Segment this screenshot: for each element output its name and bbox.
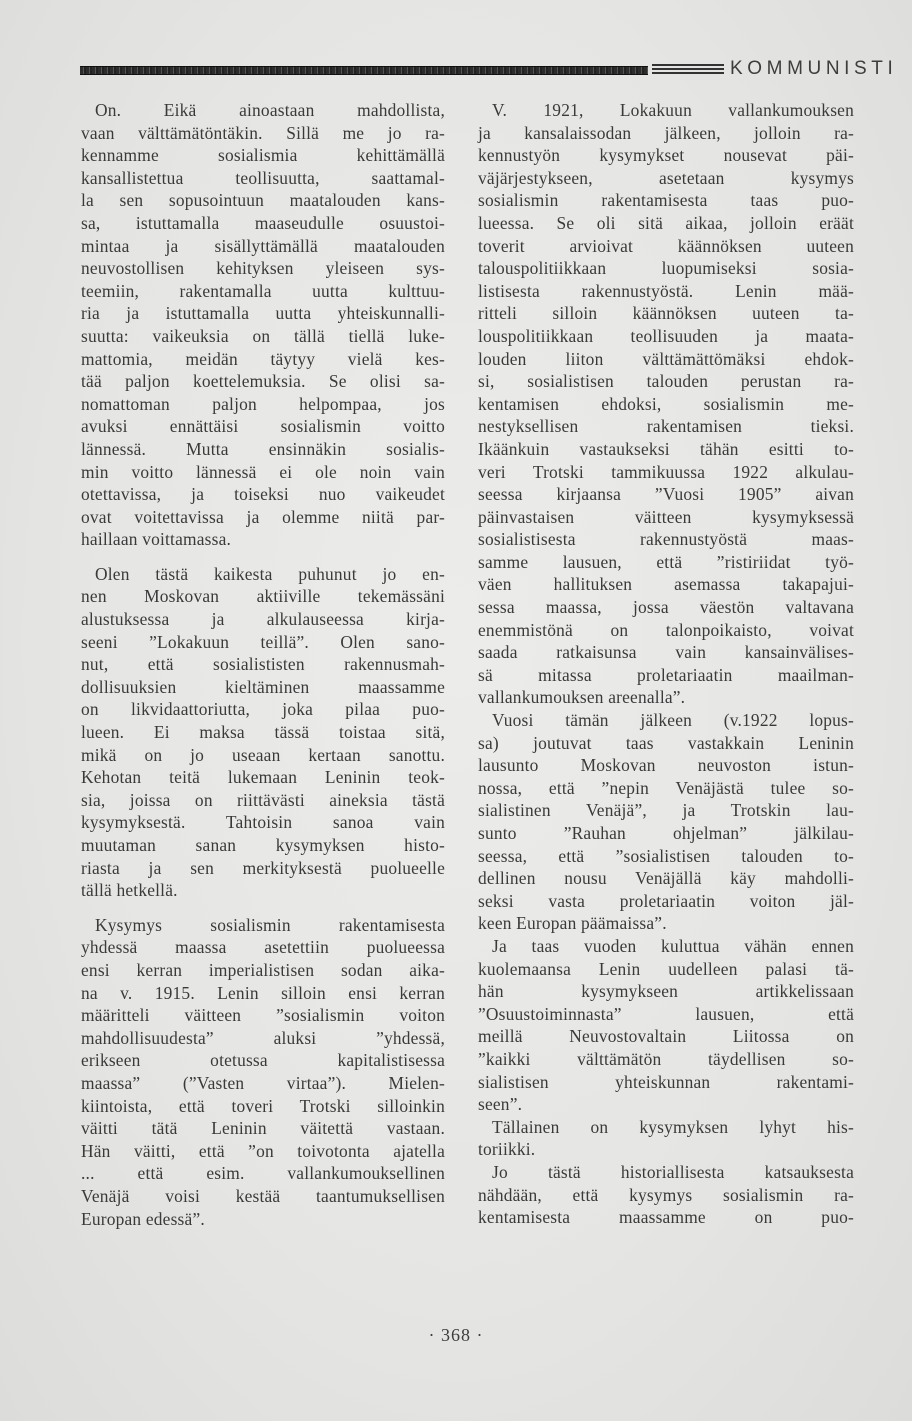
- page-number: · 368 ·: [428, 1325, 484, 1345]
- text-line: Kysymys sosialismin rakentamisesta: [95, 914, 445, 935]
- text-line: toriikki.: [478, 1139, 536, 1160]
- text-line: avuksi ennättäisi sosialismin voitto: [81, 416, 445, 437]
- text-line: neuvostollisen kehityksen yleiseen sys-: [81, 258, 445, 279]
- text-line: seessa kirjaansa ”Vuosi 1905” aivan: [478, 484, 854, 505]
- header-rule: [80, 66, 648, 75]
- text-line: riasta ja sen merkityksestä puolueelle: [81, 857, 445, 878]
- page-header: [80, 58, 898, 84]
- text-line: Ikäänkuin vastaukseksi tähän esitti to-: [478, 438, 854, 459]
- right-text-column: [478, 99, 854, 1229]
- text-line: seeni ”Lokakuun teillä”. Olen sano-: [81, 631, 445, 652]
- text-line: Kehotan teitä lukemaan Leninin teok-: [81, 767, 445, 788]
- text-line: päinvastaisen väitteen kysymyksessä: [478, 506, 854, 527]
- text-line: ria ja istuttamalla uutta yhteiskunnalli-: [81, 303, 445, 324]
- text-line: maassa” (”Vasten virtaa”). Mielen-: [81, 1072, 445, 1093]
- text-line: nossa, että ”nepin Venäjästä tulee so-: [478, 777, 854, 798]
- text-line: sosialismin rakentamisesta taas puo-: [478, 190, 854, 211]
- text-line: tää paljon koettelemuksia. Se olisi sa-: [81, 371, 445, 392]
- text-line: otettavissa, ja toiseksi nuo vaikeudet: [81, 484, 445, 505]
- text-line: saada ratkaisunsa vain kansainvälises-: [478, 642, 854, 663]
- text-line: Hän väitti, että ”on toivotonta ajatella: [81, 1140, 445, 1161]
- text-line: ”Osuustoiminnasta” lausuen, että: [478, 1003, 854, 1024]
- text-line: on likvidaattoriutta, joka pilaa puo-: [81, 699, 445, 720]
- text-line: sialistinen Venäjä”, ja Trotskin lau-: [478, 800, 854, 821]
- text-line: louden liiton välttämättömäksi ehdok-: [478, 348, 854, 369]
- text-line: määritteli väitteen ”sosialismin voiton: [81, 1005, 445, 1026]
- text-line: mintaa ja sisällyttämällä maatalouden: [81, 235, 445, 256]
- text-line: dellinen nousu Venäjällä käy mahdolli-: [478, 868, 854, 889]
- text-line: meillä Neuvostovaltain Liitossa on: [478, 1026, 854, 1047]
- text-line: talouspolitiikkaan luopumiseksi sosia-: [478, 258, 854, 279]
- text-line: seksi vasta proletariaatin voiton jäl-: [478, 890, 854, 911]
- text-line: kysymyksestä. Tahtoisin sanoa vain: [81, 812, 445, 833]
- text-line: vaan välttämätöntäkin. Sillä me jo ra-: [81, 122, 445, 143]
- text-line: sa) joutuvat taas vastakkain Leninin: [478, 732, 854, 753]
- text-line: sialistisen yhteiskunnan rakentami-: [478, 1071, 854, 1092]
- text-line: nestyksellisen rakentamisen tieksi.: [478, 416, 854, 437]
- text-line: nen Moskovan aktiiville tekemässäni: [81, 586, 445, 607]
- text-line: lausunto Moskovan neuvoston istun-: [478, 755, 854, 776]
- text-line: nut, että sosialististen rakennusmah-: [81, 654, 445, 675]
- text-line: teemiin, rakentamalla uutta kulttuu-: [81, 280, 445, 301]
- text-line: keen Europan päämaissa”.: [478, 913, 667, 934]
- paragraph-gap: [81, 902, 445, 914]
- text-line: nomattoman paljon helpompaa, jos: [81, 393, 445, 414]
- text-line: sessa maassa, jossa väestön valtavana: [478, 597, 854, 618]
- header-rule-mark: [652, 64, 724, 74]
- text-line: lännessä. Mutta ensinnäkin sosialis-: [81, 438, 445, 459]
- text-line: vallankumouksen areenalla”.: [478, 687, 686, 708]
- text-line: lueen. Ei maksa tässä toistaa sitä,: [81, 722, 445, 743]
- text-line: mikä on jo useaan kertaan sanottu.: [81, 744, 445, 765]
- text-line: ja kansalaissodan jälkeen, jolloin ra-: [478, 122, 854, 143]
- text-line: Ja taas vuoden kuluttua vähän ennen: [492, 935, 854, 956]
- text-line: sunto ”Rauhan ohjelman” jälkilau-: [478, 823, 854, 843]
- paragraph-gap: [81, 551, 445, 563]
- text-line: kentamisen ehdoksi, sosialismin me-: [478, 393, 854, 414]
- text-line: Vuosi tämän jälkeen (v.1922 lopus-: [492, 710, 854, 731]
- text-line: kennustyön kysymykset nousevat päi-: [478, 145, 854, 166]
- text-line: toverit arvioivat käännöksen uuteen: [478, 235, 854, 256]
- text-line: hän kysymykseen artikkelissaan: [478, 981, 854, 1002]
- text-line: Venäjä voisi kestää taantumuksellisen: [81, 1185, 445, 1206]
- text-line: suutta: vaikeuksia on tällä tiellä luke-: [81, 325, 445, 346]
- text-line: Jo tästä historiallisesta katsauksesta: [492, 1161, 854, 1182]
- text-line: V. 1921, Lokakuun vallankumouksen: [492, 100, 854, 120]
- text-line: ensi kerran imperialistisen sodan aika-: [81, 959, 445, 980]
- text-line: kentamisesta maassamme on puo-: [478, 1207, 854, 1228]
- text-line: lueessa. Se oli sitä aikaa, jolloin eräät: [478, 212, 854, 233]
- text-line: tällä hetkellä.: [81, 880, 178, 901]
- text-line: seen”.: [478, 1094, 523, 1115]
- text-line: ”kaikki välttämätön täydellisen so-: [478, 1048, 854, 1069]
- text-line: sa, istuttamalla maaseudulle osuustoi-: [81, 212, 445, 233]
- text-line: na v. 1915. Lenin silloin ensi kerran: [81, 982, 445, 1003]
- text-line: mahdollisuudesta” aluksi ”yhdessä,: [81, 1027, 445, 1048]
- text-line: sia, joissa on riittävästi aineksia tästä: [81, 789, 445, 810]
- text-line: nähdään, että kysymys sosialismin ra-: [478, 1184, 854, 1205]
- text-line: yhdessä maassa asetettiin puolueessa: [81, 937, 445, 958]
- text-line: listisesta rakennustyöstä. Lenin mää-: [478, 280, 854, 301]
- text-line: kuolemaansa Lenin uudelleen palasi tä-: [478, 958, 854, 979]
- text-line: ... että esim. vallankumouksellinen: [81, 1163, 445, 1184]
- text-line: väjärjestykseen, asetetaan kysymys: [478, 167, 854, 188]
- text-line: sä mitassa proletariaatin maailman-: [478, 664, 854, 685]
- text-line: Europan edessä”.: [81, 1208, 205, 1229]
- running-title: KOMMUNISTI: [730, 58, 898, 79]
- text-line: mattomia, meidän täytyy vielä kes-: [81, 348, 445, 369]
- text-line: haillaan voittamassa.: [81, 529, 232, 550]
- text-line: sosialistisesta rakennustyöstä maas-: [478, 529, 854, 550]
- text-line: muutaman sanan kysymyksen histo-: [81, 835, 445, 855]
- text-line: väen hallituksen asemassa takapajui-: [478, 574, 854, 595]
- text-line: la sen sopusointuun maatalouden kans-: [81, 190, 445, 211]
- text-line: erikseen otetussa kapitalistisessa: [81, 1050, 445, 1071]
- text-line: kennamme sosialismia kehittämällä: [81, 145, 445, 166]
- text-line: seessa, että ”sosialistisen talouden to-: [478, 845, 854, 866]
- left-text-column: [81, 99, 445, 1230]
- text-line: Olen tästä kaikesta puhunut jo en-: [95, 563, 445, 584]
- text-line: ritteli silloin käännöksen uuteen ta-: [478, 303, 854, 324]
- text-line: väitti tätä Leninin väitettä vastaan.: [81, 1118, 445, 1139]
- text-line: On. Eikä ainoastaan mahdollista,: [95, 100, 445, 120]
- text-line: kiintoista, että toveri Trotski silloinkin: [81, 1095, 445, 1116]
- text-line: alustuksessa ja alkulauseessa kirja-: [81, 609, 445, 630]
- text-line: samme lausuen, että ”ristiriidat työ-: [478, 551, 854, 572]
- text-line: veri Trotski tammikuussa 1922 alkulau-: [478, 461, 854, 482]
- text-line: enemmistönä on talonpoikaisto, voivat: [478, 619, 854, 640]
- text-line: si, sosialistisen talouden perustan ra-: [478, 371, 854, 392]
- text-line: min voitto lännessä ei ole noin vain: [81, 461, 445, 482]
- text-line: dollisuuksien kieltäminen maassamme: [81, 676, 445, 697]
- text-line: louspolitiikkaan teollisuuden ja maata-: [478, 325, 854, 346]
- text-line: kansallistettua teollisuutta, saattamal-: [81, 167, 445, 188]
- text-line: ovat voitettavissa ja olemme niitä par-: [81, 506, 445, 527]
- text-line: Tällainen on kysymyksen lyhyt his-: [492, 1116, 854, 1137]
